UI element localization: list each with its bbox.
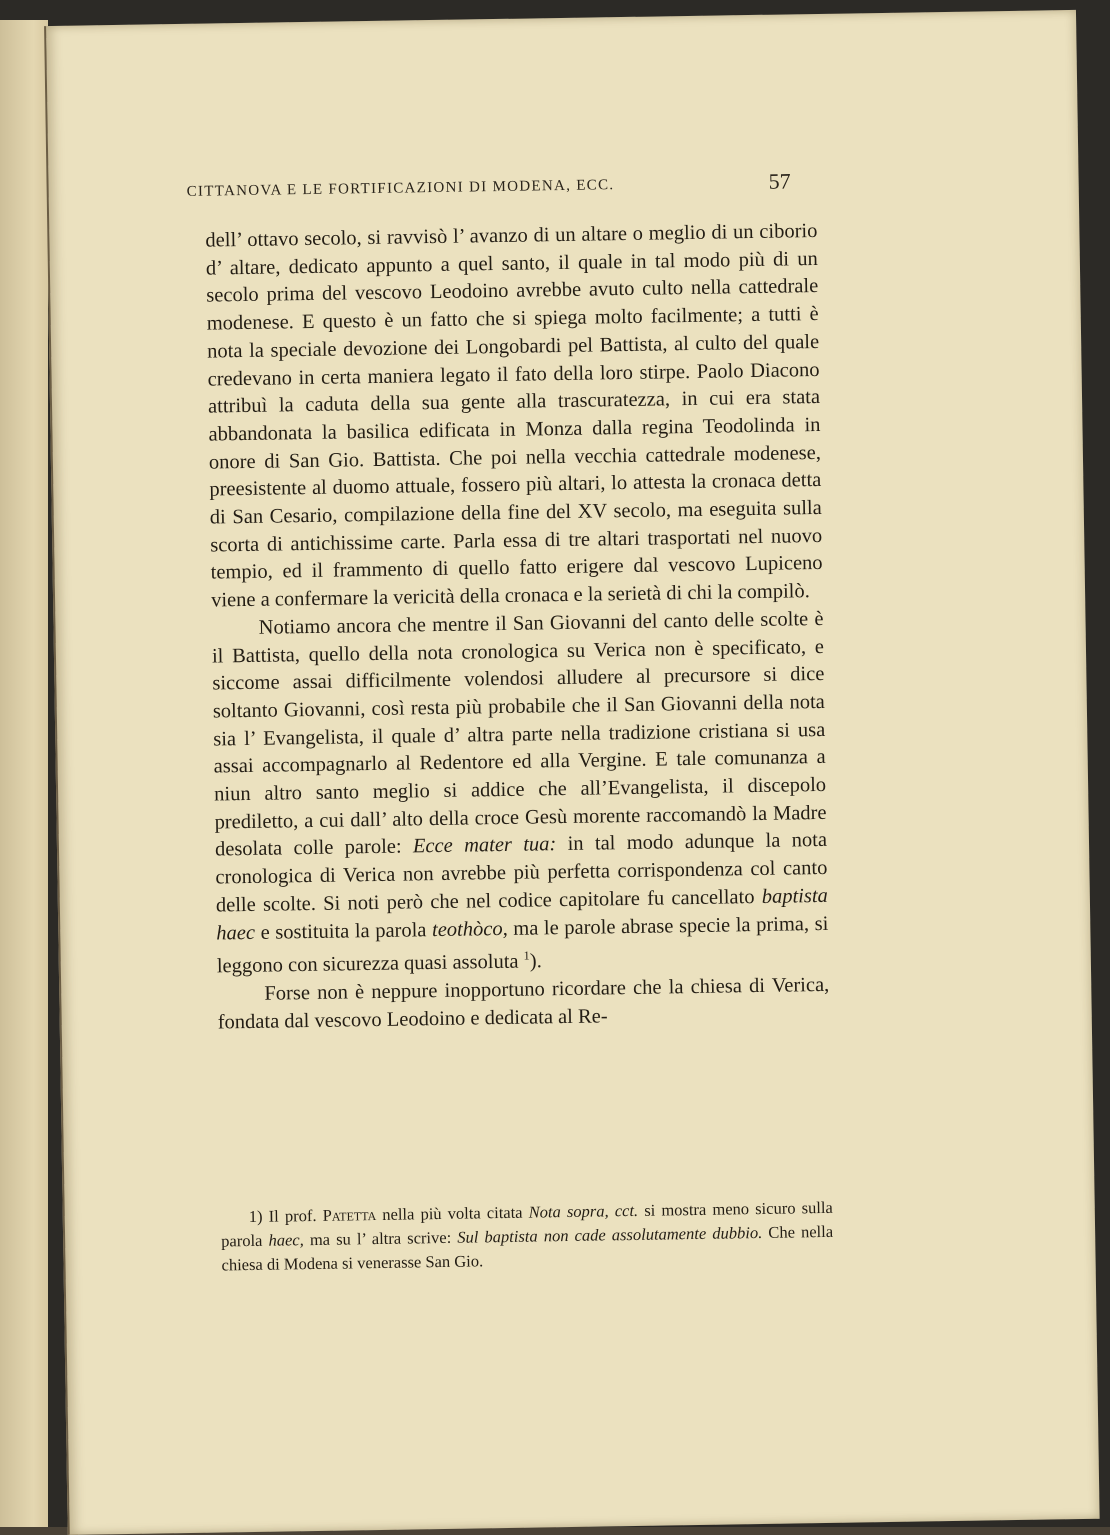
footnote-italic-3: Sul baptista non cade assolutamente dubbio. — [457, 1222, 763, 1247]
running-head: CITTANOVA E LE FORTIFICAZIONI DI MODENA, ECC. — [186, 177, 615, 200]
paragraph-2-italic-2: baptista haec — [216, 884, 829, 945]
paragraph-2-text-a: Notiamo ancora che mentre il San Giovanni del canto delle scolte è il Battista, quello della nota cronologica su Verica non è specificato, e siccome assai difficilmente volendosi alludere al precursore si dice soltanto Giovanni, così resta più probabile che il San Giovanni della nota sia l’ Evangelista, il quale d’ altra parte nella tradizione cristiana si usa assai accompagnarlo al Redentore ed alla Vergine. E tale comunanza a niun altro santo meglio si addice che all’Evangelista, il discepolo prediletto, a cui dall’ alto della croce Gesù morente raccomandò la Madre desolata colle parole: — [211, 607, 827, 861]
paragraph-2-text-e: ). — [529, 950, 542, 973]
footnote — [221, 1196, 834, 1278]
footnote-marker: 1 — [248, 1206, 258, 1227]
paragraph-2-italic-3: teothòco, — [431, 917, 508, 941]
paragraph-3: Forse non è neppure inopportuno ricordare che la chiesa di Verica, fondata dal vescovo Leodoino e dedicata al Re- — [217, 973, 830, 1034]
paragraph-2-text-b: in tal modo adunque la nota cronologica di Verica non avrebbe più perfetta corrispondenza col canto delle scolte. Si noti però che nel codice capitolare fu cancellato — [215, 829, 828, 917]
paragraph-1: dell’ ottavo secolo, si ravvisò l’ avanzo di un altare o meglio di un ciborio d’ altare, dedicato appunto a quel santo, il quale in tal modo più di un secolo prima del vescovo Leodoino avrebbe avuto culto nella cattedrale modenese. E questo è un fatto che si spiega molto facilmente; a tutti è nota la speciale devozione dei Longobardi pel Battista, al culto del quale credevano in certa maniera legato il fato della loro stirpe. Paolo Diacono attribuì la caduta della sua gente alla trascuratezza, in cui era stata abbandonata la basilica edificata in Monza dalla regina Teodolinda in onore di San Gio. Battista. Che poi nella vecchia cattedrale modenese, preesistente al duomo attuale, fossero più altari, lo attesta la cronaca detta di San Cesario, compilazione della fine del XV secolo, ma eseguita sulla scorta di antichissime carte. Parla essa di tre altari trasportati nel nuovo tempio, ed il frammento di quello fatto erigere dal vescovo Lupiceno viene a confermare la vericità della cronaca e la serietà di chi la compilò. — [205, 219, 823, 612]
paragraph-2 — [211, 606, 829, 982]
footnote-italic-1: Nota sopra, cct. — [528, 1200, 639, 1222]
paragraph-2-text-c: e sostituita la parola — [260, 918, 427, 944]
footnote-text-3: si mostra meno sicuro sulla parola — [221, 1197, 833, 1251]
previous-page-edge — [0, 20, 48, 1527]
paragraph-2-italic-1: Ecce mater tua: — [412, 833, 557, 858]
page-number: 57 — [768, 168, 791, 194]
footnote-author: Patetta — [322, 1205, 377, 1225]
footnote-text-4: ma su l’ altra scrive: — [309, 1227, 452, 1250]
book-page — [44, 10, 1100, 1535]
footnote-reference: 1 — [523, 948, 530, 963]
body-text — [205, 218, 830, 1037]
footnote-text-1: Il prof. — [268, 1205, 317, 1226]
footnote-text-5: Che nella chiesa di Modena si venerasse San Gio. — [221, 1221, 834, 1275]
footnote-italic-2: haec, — [268, 1230, 304, 1250]
footnote-text-2: nella più volta citata — [382, 1202, 523, 1224]
paragraph-2-text-d: ma le parole abrase specie la prima, si leggono con sicurezza quasi assoluta — [216, 912, 829, 978]
footnote-marker-paren: ) — [256, 1206, 263, 1226]
